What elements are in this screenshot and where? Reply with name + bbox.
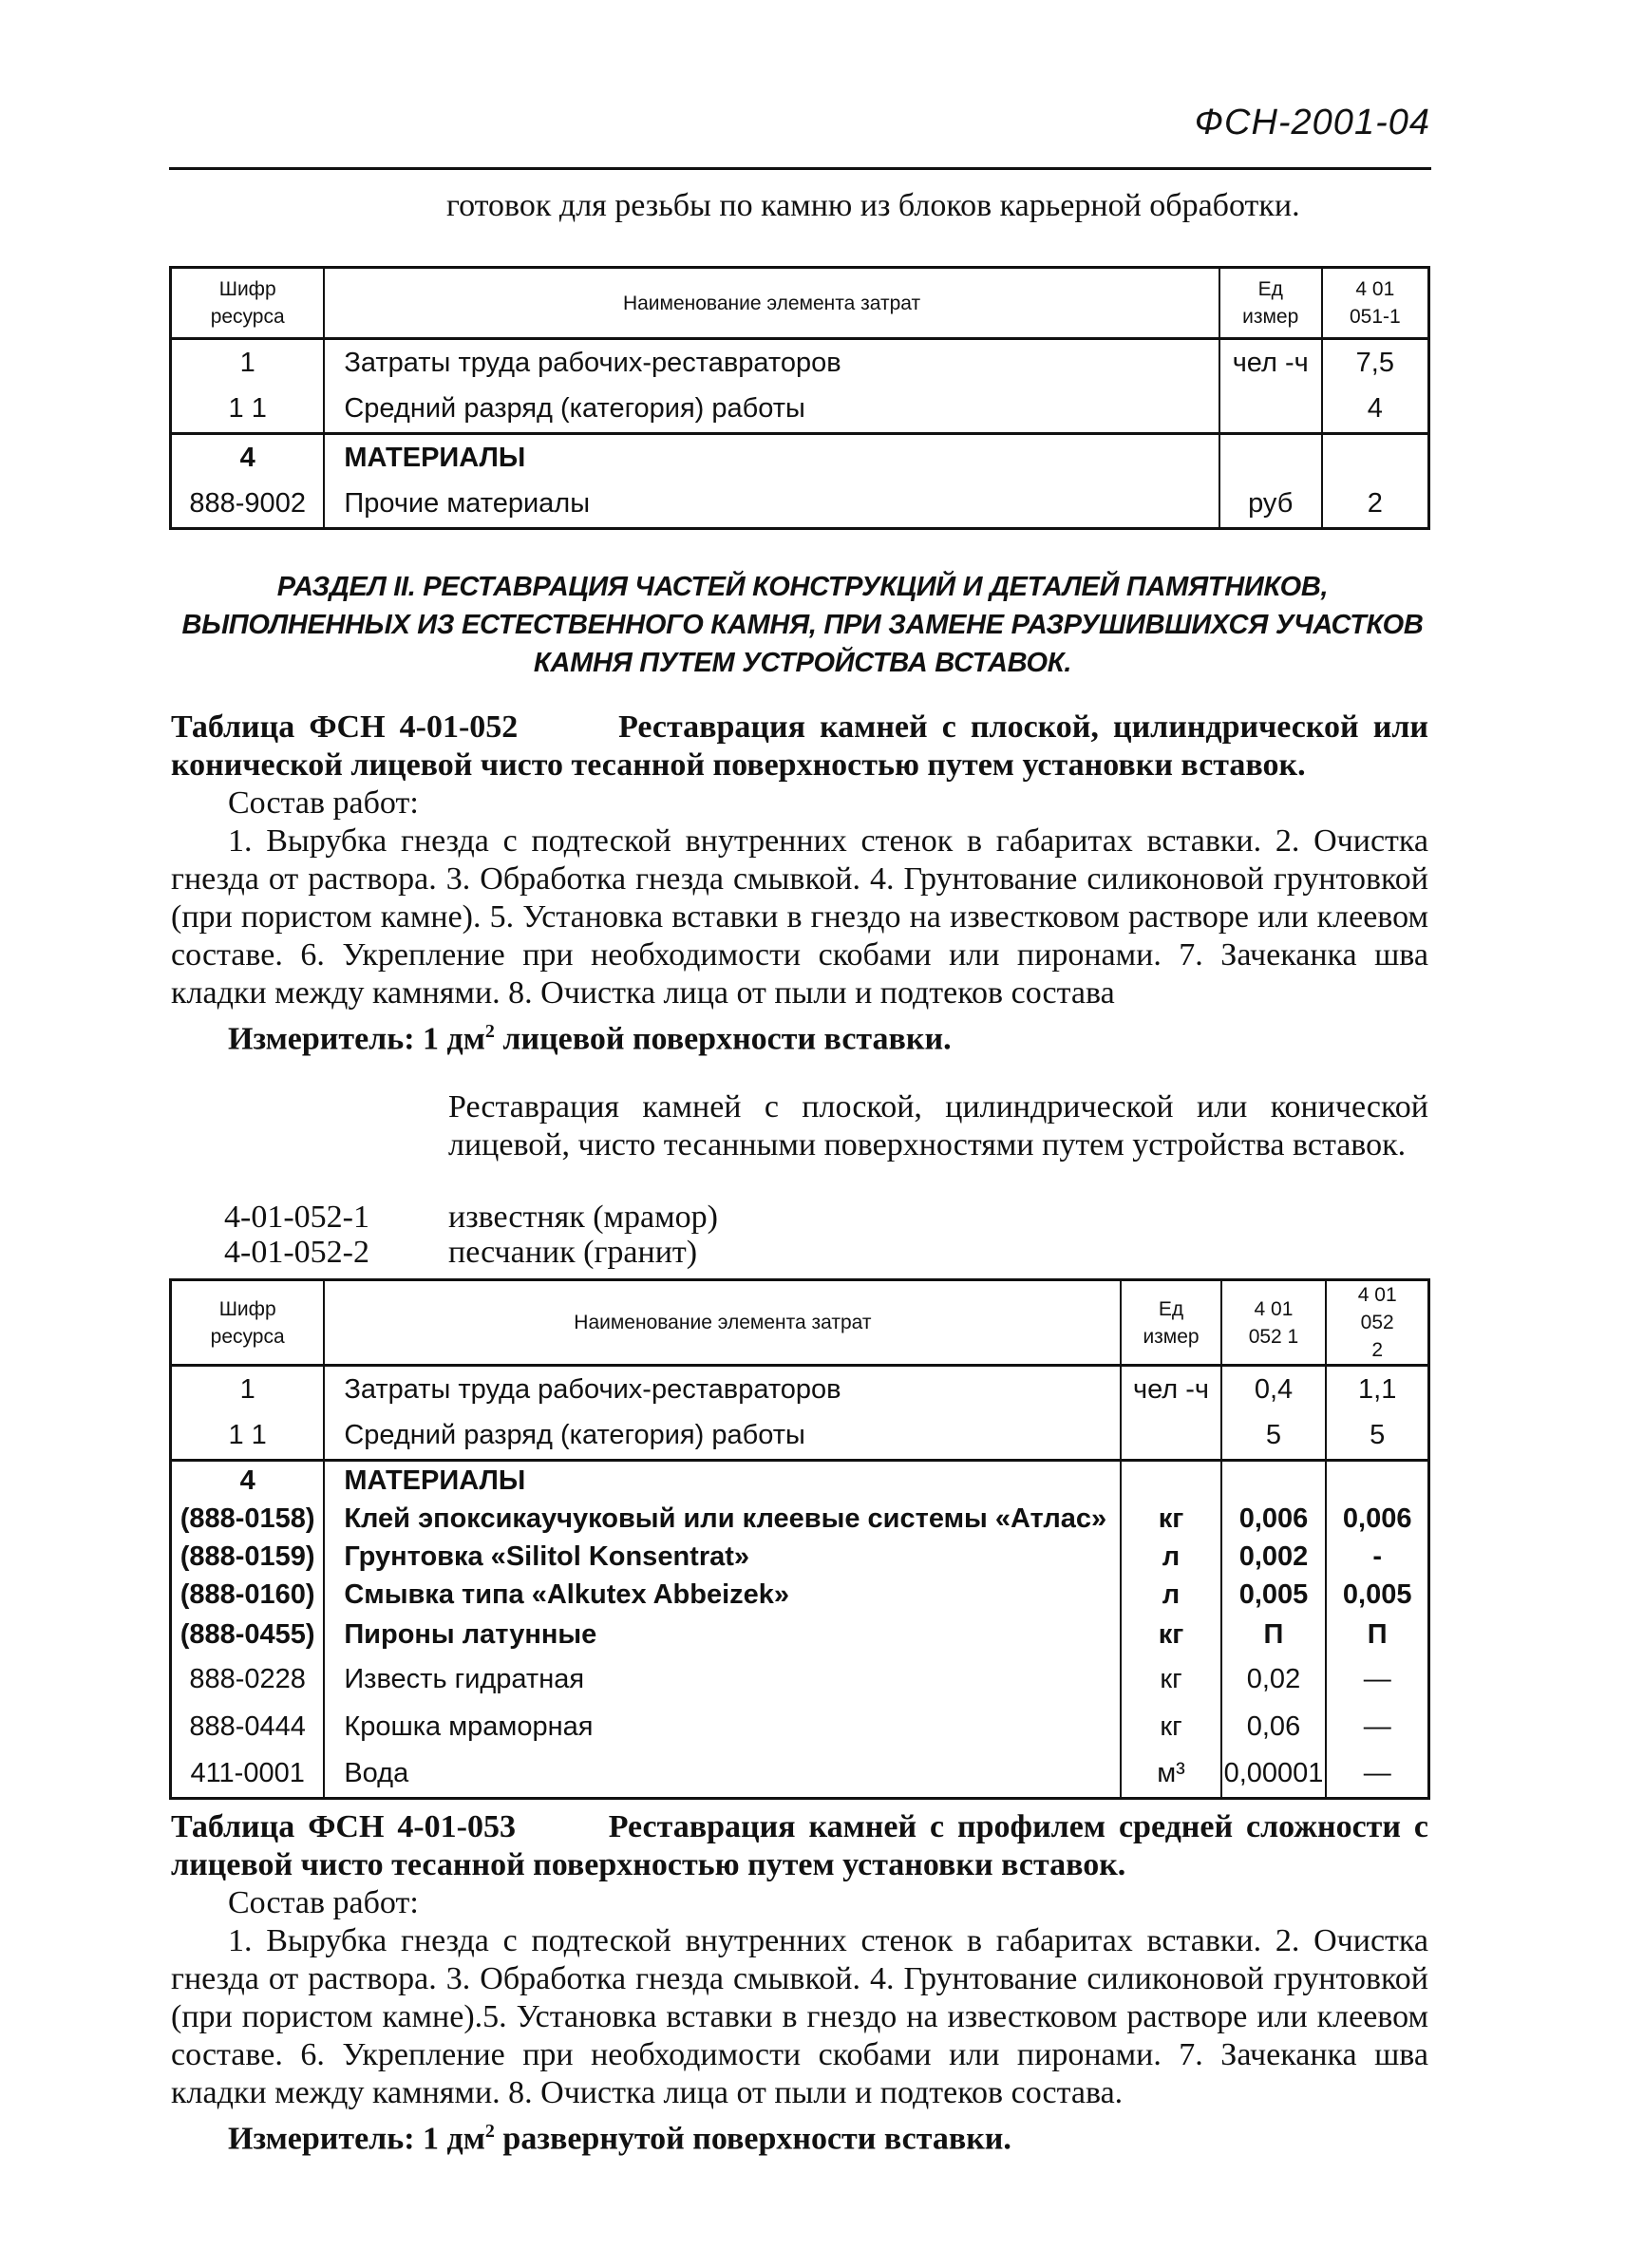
works-label: Состав работ: [228, 785, 419, 821]
header-rule [169, 167, 1431, 170]
measure-052: Измеритель: 1 $дм^2$ лицевой поверхности вставки. [228, 1021, 952, 1057]
table-052 [169, 1278, 1430, 1800]
variant-name-2: песчаник (гранит) [448, 1235, 698, 1270]
table-row: 1 Затраты труда рабочих-реставраторов чел -ч 7,5 [171, 339, 1429, 387]
table-row: 1 Затраты труда рабочих-реставраторов чел -ч 0,4 1,1 [171, 1366, 1429, 1413]
block-052 [171, 709, 1428, 1058]
table-row: (888-0159) Грунтовка «Silitol Konsentrat» л 0,002 - [171, 1539, 1429, 1577]
works-text: 1. Вырубка гнезда с подтеской внутренних стенок в габаритах вставки. 2. Очистка гнезда от раствора. 3. Обработка гнезда смывкой. 4. Грунтование силиконовой грунтовкой (при пористом камне).5. Установка вставки в гнездо на известковом растворе или клеевом составе. 6. Укрепление при необходимости скобами или пиронами. 7. Зачеканка шва кладки между камнями. 8. Очистка лица от пыли и подтеков состава. [171, 1923, 1428, 2110]
table-row: 4 МАТЕРИАЛЫ [171, 1461, 1429, 1501]
table-row: 888-9002 Прочие материалы руб 2 [171, 482, 1429, 529]
table-row: 888-0444 Крошка мраморная кг 0,06 — [171, 1704, 1429, 1751]
table-051 [169, 266, 1430, 530]
variant-code-2: 4-01-052-2 [224, 1235, 369, 1270]
table-row: 1 1 Средний разряд (категория) работы 4 [171, 387, 1429, 434]
variant-code-1: 4-01-052-1 [224, 1200, 369, 1235]
col-header-name: Наименование элемента затрат [324, 268, 1219, 339]
col-header-052-2: 4 01 052 2 [1326, 1280, 1428, 1366]
col-header-unit: Ед измер [1121, 1280, 1220, 1366]
table-row: (888-0455) Пироны латунные кг П П [171, 1615, 1429, 1656]
variant-name-1: известняк (мрамор) [448, 1200, 718, 1235]
works-text: 1. Вырубка гнезда с подтеской внутренних стенок в габаритах вставки. 2. Очистка гнезда от раствора. 3. Обработка гнезда смывкой. 4. Грунтование силиконовой грунтовкой (при пористом камне). 5. Установка вставки в гнездо на известковом растворе или клеевом составе. 6. Укрепление при необходимости скобами или пиронами. 7. Зачеканка шва кладки между камнями. 8. Очистка лица от пыли и подтеков состава [171, 823, 1428, 1011]
document-code: ФСН-2001-04 [1194, 103, 1430, 142]
col-header-code: Шифр ресурса [171, 1280, 325, 1366]
table-052-title: Таблица ФСН 4-01-052 Реставрация камней с плоской, цилиндрической или конической лицевой чисто тесанной поверхностью путем установки вставок. [171, 709, 1428, 783]
measure-053: Измеритель: 1 $дм^2$ развернутой поверхности вставки. [228, 2121, 1011, 2157]
col-header-051-1: 4 01 051-1 [1322, 268, 1429, 339]
table-053-title: Таблица ФСН 4-01-053 Реставрация камней с профилем средней сложности с лицевой чисто тесанной поверхностью путем установки вставок. [171, 1809, 1429, 1882]
section-title: РАЗДЕЛ II. РЕСТАВРАЦИЯ ЧАСТЕЙ КОНСТРУКЦИЙ И ДЕТАЛЕЙ ПАМЯТНИКОВ, ВЫПОЛНЕННЫХ ИЗ ЕСТЕСТВЕННОГО КАМНЯ, ПРИ ЗАМЕНЕ РАЗРУШИВШИХСЯ УЧАСТКОВ КАМНЯ ПУТЕМ УСТРОЙСТВА ВСТАВОК. [181, 572, 1424, 678]
col-header-052-1: 4 01 052 1 [1221, 1280, 1327, 1366]
table-row: 888-0228 Известь гидратная кг 0,02 — [171, 1656, 1429, 1704]
table-row: 4 МАТЕРИАЛЫ [171, 434, 1429, 482]
description-052: Реставрация камней с плоской, цилиндрической или конической лицевой, чисто тесанными поверхностями путем устройства вставок. [448, 1089, 1428, 1162]
table-row: 411-0001 Вода м³ 0,00001 — [171, 1751, 1429, 1799]
works-label: Состав работ: [228, 1885, 419, 1920]
col-header-name: Наименование элемента затрат [324, 1280, 1121, 1366]
table-row: (888-0160) Смывка типа «Alkutex Abbeizek» л 0,005 0,005 [171, 1577, 1429, 1615]
col-header-code: Шифр ресурса [171, 268, 325, 339]
table-row: (888-0158) Клей эпоксикаучуковый или клеевые системы «Атлас» кг 0,006 0,006 [171, 1501, 1429, 1539]
col-header-unit: Ед измер [1219, 268, 1322, 339]
block-053 [171, 1808, 1428, 2158]
table-row: 1 1 Средний разряд (категория) работы 5 5 [171, 1413, 1429, 1461]
continuation-text: готовок для резьбы по камню из блоков карьерной обработки. [446, 188, 1300, 223]
